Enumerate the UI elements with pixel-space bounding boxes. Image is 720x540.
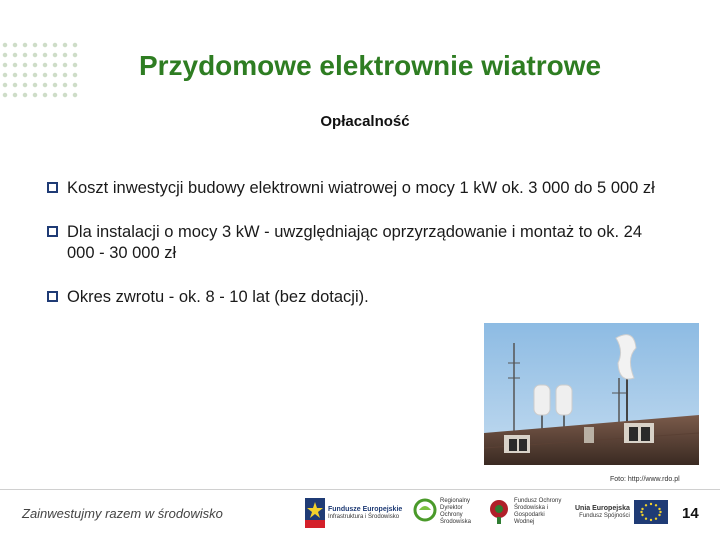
footer-divider (0, 489, 720, 490)
checkbox-bullet-icon (47, 182, 58, 193)
page-number: 14 (682, 505, 699, 522)
wfos-logo (487, 498, 566, 526)
bullet-text: Koszt inwestycji budowy elektrowni wiatrowej o mocy 1 kW ok. 3 000 do 5 000 zł (67, 179, 655, 197)
rdos-logo-text: Regionalny Dyrektor Ochrony Środowiska (440, 498, 472, 525)
slide-subtitle: Opłacalność (320, 113, 410, 130)
rdos-logo (413, 498, 470, 526)
fundusze-europejskie-logo (305, 498, 402, 528)
bullet-item (47, 222, 667, 264)
fe-logo-title: Fundusze Europejskie (328, 505, 403, 513)
wfos-logo-text: Fundusz Ochrony Środowiska i Gospodarki Wodnej (514, 498, 562, 525)
slide-title: Przydomowe elektrownie wiatrowe (138, 50, 602, 81)
bullet-list (47, 178, 667, 331)
unia-europejska-logo (575, 500, 668, 524)
footer-slogan: Zainwestujmy razem w środowisko (22, 506, 223, 521)
fe-logo-subtitle: Infrastruktura i Środowisko (328, 513, 400, 520)
bullet-text: Dla instalacji o mocy 3 kW - uwzględniając oprzyrządowanie i montaż to ok. 24 000 - 30 000 zł (67, 223, 643, 262)
bullet-item (47, 178, 667, 199)
bullet-text: Okres zwrotu - ok. 8 - 10 lat (bez dotacji). (67, 288, 369, 306)
eu-flag-icon (634, 500, 668, 524)
wind-turbine-photo (484, 323, 699, 465)
rdos-leaf-icon (413, 498, 437, 526)
ue-logo-subtitle: Fundusz Spójności (579, 512, 630, 519)
wfos-tree-icon (487, 498, 511, 526)
checkbox-bullet-icon (47, 291, 58, 302)
photo-caption: Foto: http://www.rdo.pl (610, 476, 680, 483)
fe-star-icon (305, 498, 325, 528)
ue-logo-title: Unia Europejska (575, 504, 630, 512)
bullet-item (47, 287, 667, 308)
checkbox-bullet-icon (47, 226, 58, 237)
